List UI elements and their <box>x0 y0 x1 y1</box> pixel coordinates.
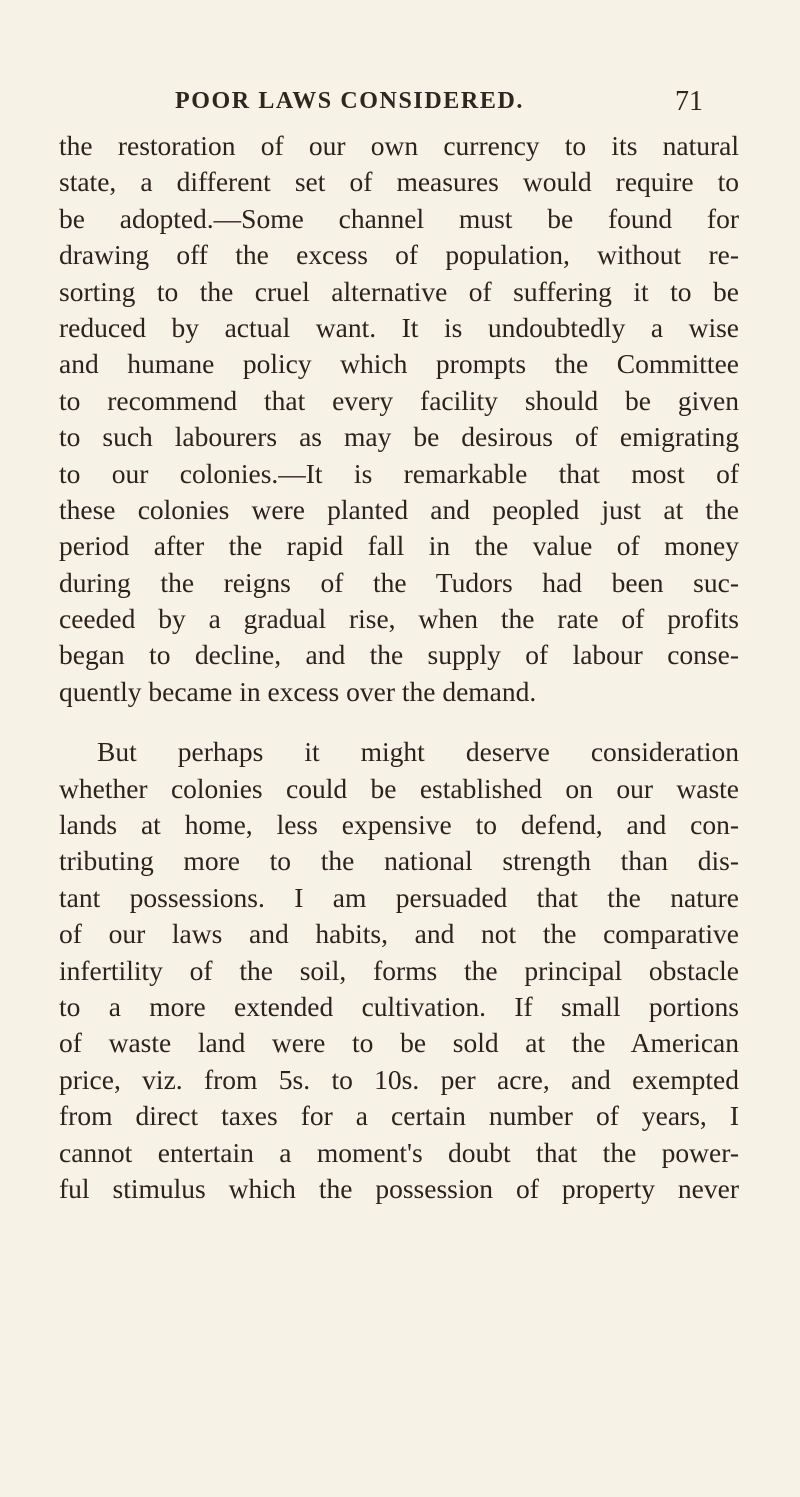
text-line: But perhaps it might deserve consideration <box>97 736 739 768</box>
text-line: sorting to the cruel alternative of suffering it to be <box>59 275 739 307</box>
text-line: tant possessions. I am persuaded that the nature <box>59 881 739 913</box>
text-line: began to decline, and the supply of labour conse- <box>59 639 739 671</box>
text-line: of waste land were to be sold at the American <box>59 1027 739 1059</box>
text-line: ful stimulus which the possession of property never <box>59 1172 739 1204</box>
text-line: to such labourers as may be desirous of emigrating <box>59 421 739 453</box>
text-line: the restoration of our own currency to its natural <box>59 130 739 161</box>
text-line: drawing off the excess of population, without re- <box>59 239 739 271</box>
text-line: during the reigns of the Tudors had been suc- <box>59 566 739 598</box>
text-line: quently became in excess over the demand. <box>59 675 537 707</box>
text-line: to our colonies.—It is remarkable that most of <box>59 457 739 489</box>
text-line: infertility of the soil, forms the principal obstacle <box>59 954 739 986</box>
text-line: from direct taxes for a certain number of years, I <box>59 1100 739 1132</box>
paragraph-break <box>59 710 739 734</box>
text-line: tributing more to the national strength than dis- <box>59 845 739 877</box>
page-number: 71 <box>675 86 703 117</box>
text-line: these colonies were planted and peopled just at the <box>59 493 739 525</box>
text-line: price, viz. from 5s. to 10s. per acre, and exempted <box>59 1063 739 1095</box>
running-title: POOR LAWS CONSIDERED. <box>175 88 524 114</box>
text-line: state, a different set of measures would require to <box>59 166 739 198</box>
text-line: cannot entertain a moment's doubt that the power- <box>59 1136 739 1168</box>
text-line: reduced by actual want. It is undoubtedly a wise <box>59 311 739 343</box>
text-line: to recommend that every facility should be given <box>59 384 739 416</box>
text-line: to a more extended cultivation. If small portions <box>59 990 739 1022</box>
text-line: be adopted.—Some channel must be found for <box>59 202 739 234</box>
paragraph-2 <box>59 734 739 1207</box>
body-text <box>59 128 739 1207</box>
text-line: whether colonies could be established on our waste <box>59 772 739 804</box>
text-line: lands at home, less expensive to defend, and con- <box>59 809 739 841</box>
text-line: ceeded by a gradual rise, when the rate of profits <box>59 603 739 635</box>
text-line: and humane policy which prompts the Committee <box>59 348 739 380</box>
text-line: of our laws and habits, and not the comparative <box>59 918 739 950</box>
text-line: period after the rapid fall in the value of money <box>59 530 739 562</box>
paragraph-1 <box>59 128 739 710</box>
